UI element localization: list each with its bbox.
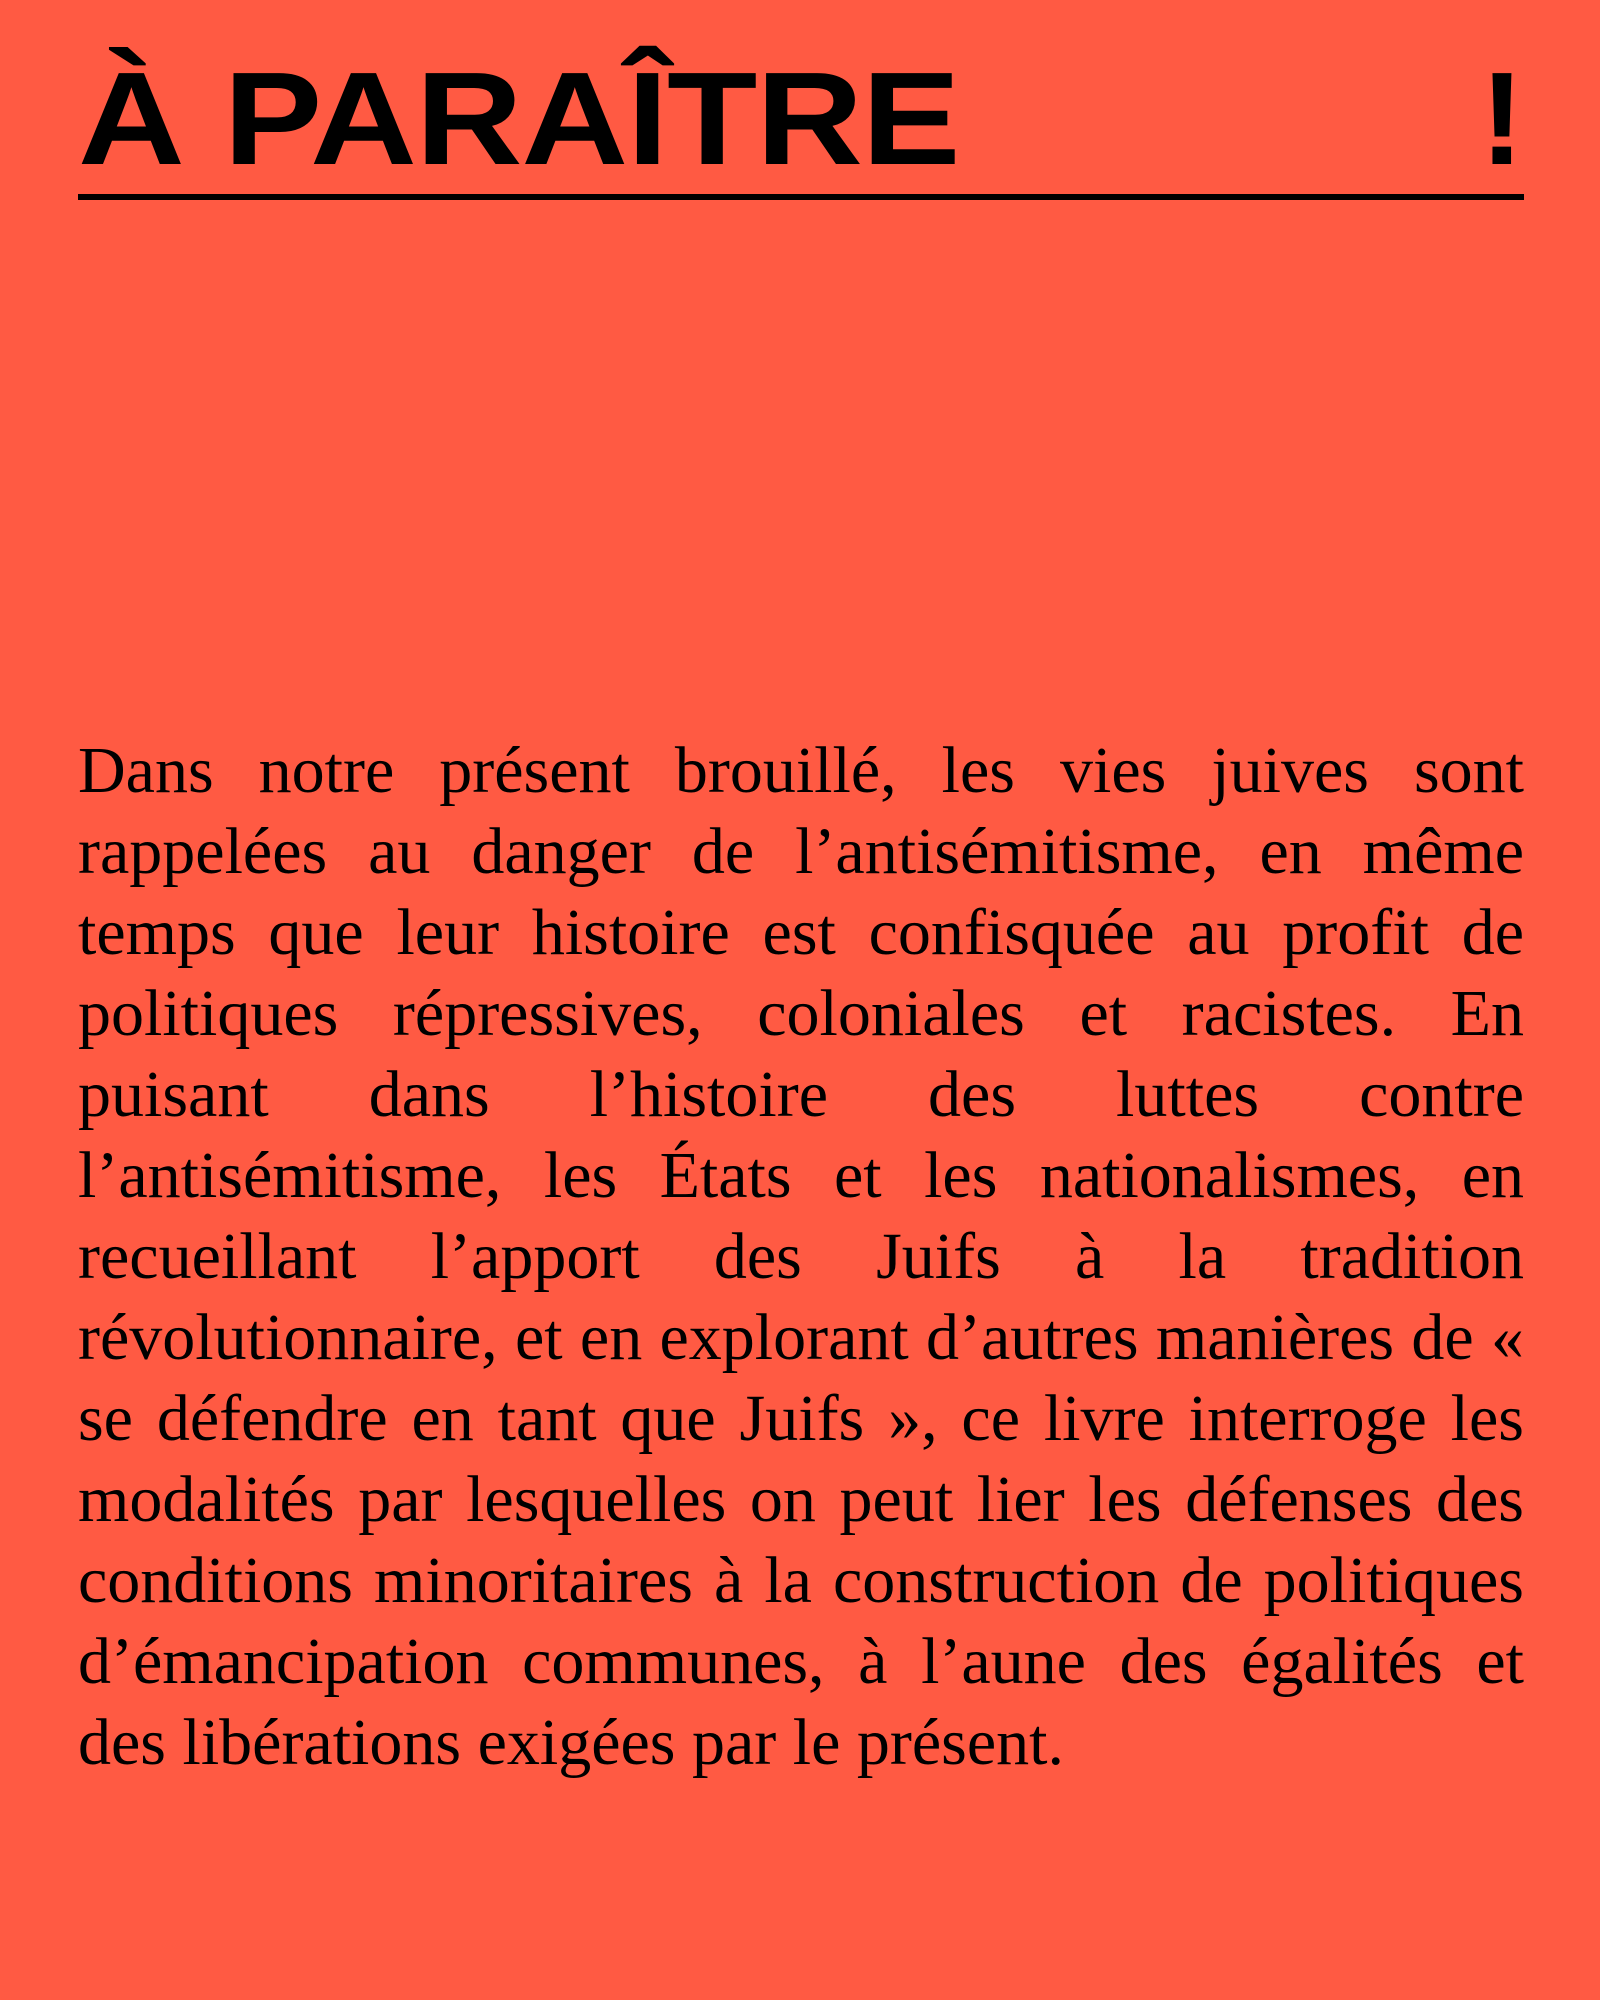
description-paragraph: Dans notre présent brouillé, les vies juives sont rappelées au danger de l’antisémitisme, en même temps que leur histoire est confisquée au profit de politiques répressives, coloniales et racistes. En puisant dans l’histoire des luttes contre l’antisémitisme, les États et les nationalismes, en recueillant l’apport des Juifs à la tradition révolutionnaire, et en explorant d’autres manières de « se défendre en tant que Juifs », ce livre interroge les modalités par lesquelles on peut lier les défenses des conditions minoritaires à la construction de politiques d’émancipation communes, à l’aune des égalités et des libérations exigées par le présent. bbox=[78, 734, 1524, 1779]
header-divider bbox=[78, 194, 1524, 200]
exclamation-mark: ! bbox=[1480, 45, 1524, 192]
header bbox=[78, 44, 1524, 204]
page-title: À PARAÎTRE bbox=[78, 45, 960, 192]
